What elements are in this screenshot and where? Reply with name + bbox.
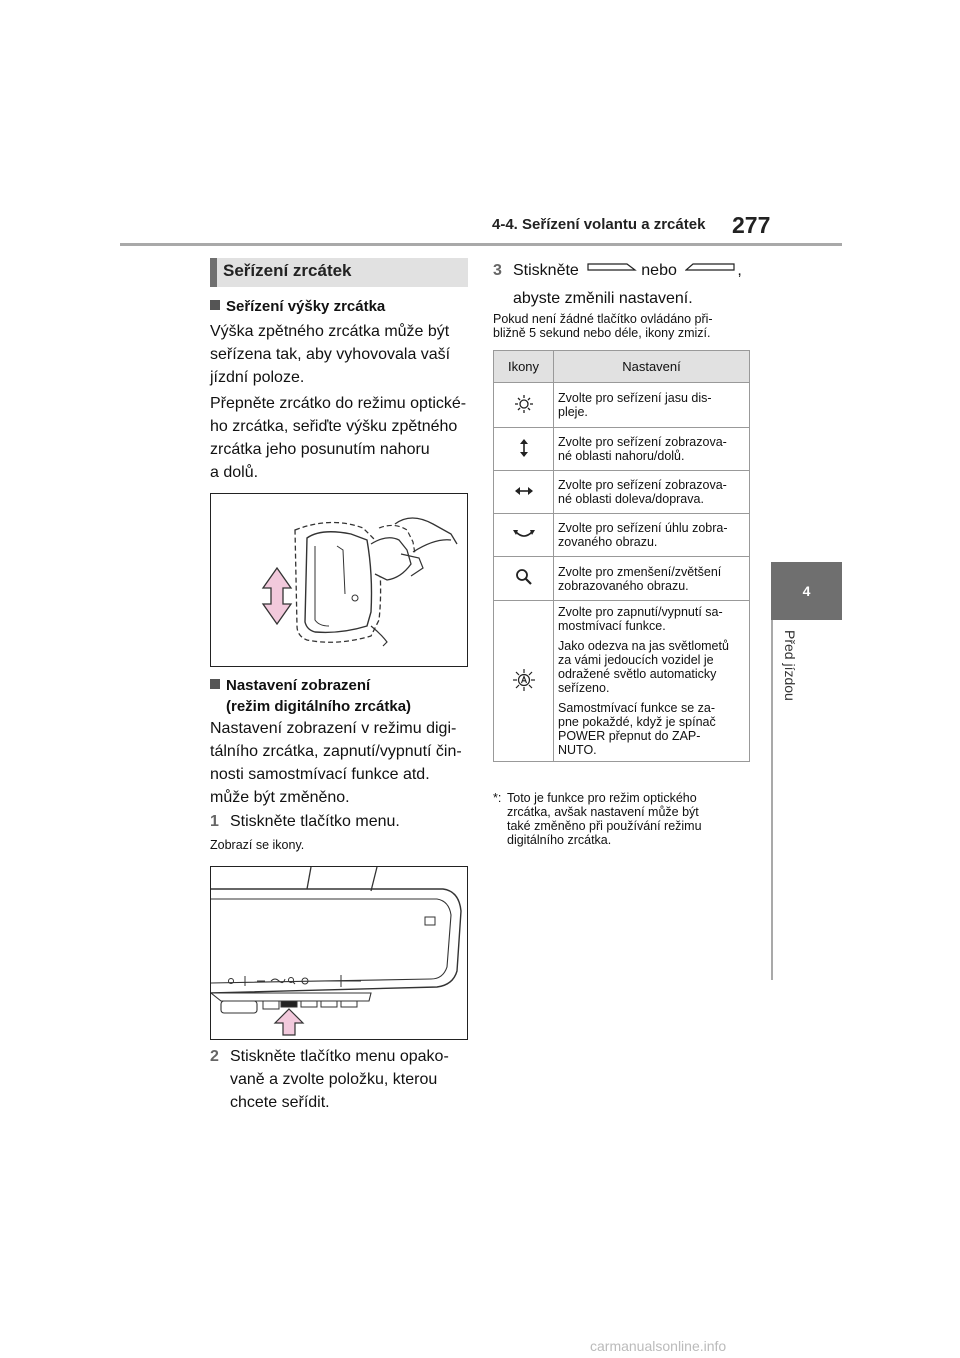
text-line: také změněno při používání režimu	[507, 819, 702, 833]
text-line: zobrazovaného obrazu.	[558, 578, 689, 593]
watermark: carmanualsonline.info	[590, 1338, 727, 1354]
setting-cell	[554, 471, 750, 514]
step-1-note: Zobrazí se ikony.	[210, 838, 305, 852]
text-line: Toto je funkce pro režim optického	[507, 791, 697, 805]
bullet-square-icon	[210, 679, 220, 689]
step-2	[210, 1045, 472, 1114]
header-rule	[120, 243, 842, 246]
chapter-tab: 4	[771, 562, 842, 620]
text-line: pne pokaždé, když je spínač	[558, 715, 716, 729]
step-text: Stiskněte	[513, 262, 579, 279]
text-line: ho zrcátka, seřiďte výšku zpětného	[210, 418, 458, 435]
table-row	[494, 557, 750, 601]
step-text: Stiskněte tlačítko menu opako-	[230, 1048, 449, 1065]
setting-cell	[554, 383, 750, 428]
text-line: pleje.	[558, 405, 588, 419]
text-line: né oblasti doleva/doprava.	[558, 492, 704, 506]
setting-cell	[554, 557, 750, 601]
text-line: POWER přepnut do ZAP-	[558, 729, 701, 743]
step-number: 3	[493, 262, 502, 279]
text-line: Nastavení zobrazení v režimu digi-	[210, 720, 457, 737]
subheading-text: Nastavení zobrazení	[226, 677, 371, 694]
table-row	[494, 428, 750, 471]
text-line: mostmívací funkce.	[558, 619, 666, 633]
step-number: 1	[210, 813, 219, 830]
text-line: nosti samostmívací funkce atd.	[210, 766, 430, 783]
up-arrow-icon	[275, 1009, 303, 1035]
step-3	[493, 259, 753, 310]
icon-cell	[494, 601, 554, 762]
text-line: Zvolte pro seřízení zobrazova-	[558, 435, 727, 449]
column-header: Ikony	[494, 351, 554, 383]
subheading-mirror-height	[210, 296, 385, 317]
text-line: zrcátka, avšak nastavení může být	[507, 805, 699, 819]
column-header: Nastavení	[554, 351, 750, 383]
figure-menu-button	[210, 866, 468, 1040]
table-row	[494, 471, 750, 514]
subheading-text: Seřízení výšky zrcátka	[226, 298, 386, 315]
text-line: Přepněte zrcátko do režimu optické-	[210, 395, 467, 412]
text-line: může být změněno.	[210, 789, 350, 806]
footnote-mark: *:	[493, 791, 502, 805]
icons-table-wrap	[493, 350, 750, 762]
text-line: bližně 5 sekund nebo déle, ikony zmizí.	[493, 326, 711, 340]
step-text: abyste změnili nastavení.	[513, 290, 693, 307]
text-line: Zvolte pro seřízení úhlu zobra-	[558, 521, 728, 535]
mirror-menu-illustration	[211, 867, 467, 1039]
text-line: Jako odezva na jas světlometů	[558, 639, 729, 653]
text-line: digitálního zrcátka.	[507, 833, 612, 847]
section-header: 4-4. Seřízení volantu a zrcátek	[492, 216, 706, 233]
setting-cell	[554, 428, 750, 471]
tilt-icon	[513, 528, 535, 540]
horizontal-arrow-icon	[514, 485, 534, 497]
subheading-display-settings	[210, 675, 411, 717]
text-line: seřízena tak, aby vyhovovala vaší	[210, 346, 451, 363]
icons-table	[493, 350, 750, 762]
step-text: ,	[737, 262, 742, 279]
paragraph-mirror-height	[210, 320, 470, 389]
text-line: za vámi jedoucích vozidel je	[558, 653, 714, 667]
cell-paragraph	[558, 701, 745, 757]
text-line: jízdní poloze.	[210, 369, 305, 386]
magnifier-icon	[515, 568, 533, 586]
chapter-label-text: Před jízdou	[782, 630, 798, 701]
icon-cell	[494, 557, 554, 601]
icon-cell	[494, 383, 554, 428]
table-row	[494, 514, 750, 557]
icon-cell	[494, 428, 554, 471]
text-line: a dolů.	[210, 464, 259, 481]
text-line: NUTO.	[558, 743, 597, 757]
note-icons-disappear	[493, 312, 753, 340]
text-line: Zvolte pro zapnutí/vypnutí sa-	[558, 605, 723, 619]
setting-cell	[554, 601, 750, 762]
paragraph-mirror-height-2	[210, 392, 470, 484]
table-row	[494, 601, 750, 762]
step-text: nebo	[641, 262, 677, 279]
text-line: odražené světlo automaticky	[558, 667, 717, 681]
text-line: seřízeno.	[558, 681, 610, 695]
mirror-height-illustration	[211, 494, 467, 666]
text-line: zovaného obrazu.	[558, 535, 658, 549]
table-row	[494, 383, 750, 428]
subheading-text: (režim digitálního zrcátka)	[226, 698, 412, 715]
footnote	[493, 791, 743, 847]
text-line: Výška zpětného zrcátka může být	[210, 323, 450, 340]
cell-paragraph	[558, 605, 745, 633]
vertical-arrow-icon	[518, 438, 530, 458]
figure-mirror-height	[210, 493, 468, 667]
icon-cell	[494, 514, 554, 557]
right-button-icon	[685, 261, 735, 273]
sun-icon	[515, 395, 533, 413]
cell-paragraph	[558, 639, 745, 695]
step-text: chcete seřídit.	[230, 1094, 330, 1111]
text-line: né oblasti nahoru/dolů.	[558, 449, 685, 463]
text-line: Samostmívací funkce se za-	[558, 701, 716, 715]
left-button-icon	[587, 261, 637, 273]
table-header-row	[494, 351, 750, 383]
up-down-arrow-icon	[263, 568, 291, 624]
page-number: 277	[732, 212, 771, 238]
chapter-label	[776, 630, 802, 720]
text-line: Zvolte pro seřízení zobrazova-	[558, 478, 727, 492]
step-number: 2	[210, 1048, 219, 1065]
step-text: vaně a zvolte položku, kterou	[230, 1071, 438, 1088]
text-line: zrcátka jeho posunutím nahoru	[210, 441, 430, 458]
bullet-square-icon	[210, 300, 220, 310]
step-1	[210, 810, 400, 833]
text-line: Pokud není žádné tlačítko ovládáno při-	[493, 312, 713, 326]
text-line: Zvolte pro zmenšení/zvětšení	[558, 564, 722, 579]
setting-cell	[554, 514, 750, 557]
section-title: Seřízení zrcátek	[210, 258, 468, 287]
icon-cell	[494, 471, 554, 514]
paragraph-display-settings	[210, 717, 472, 809]
auto-dimming-icon	[513, 669, 535, 691]
step-text: Stiskněte tlačítko menu.	[230, 813, 400, 830]
footnote-body	[507, 791, 743, 847]
text-line: tálního zrcátka, zapnutí/vypnutí čin-	[210, 743, 462, 760]
text-line: Zvolte pro seřízení jasu dis-	[558, 391, 712, 405]
